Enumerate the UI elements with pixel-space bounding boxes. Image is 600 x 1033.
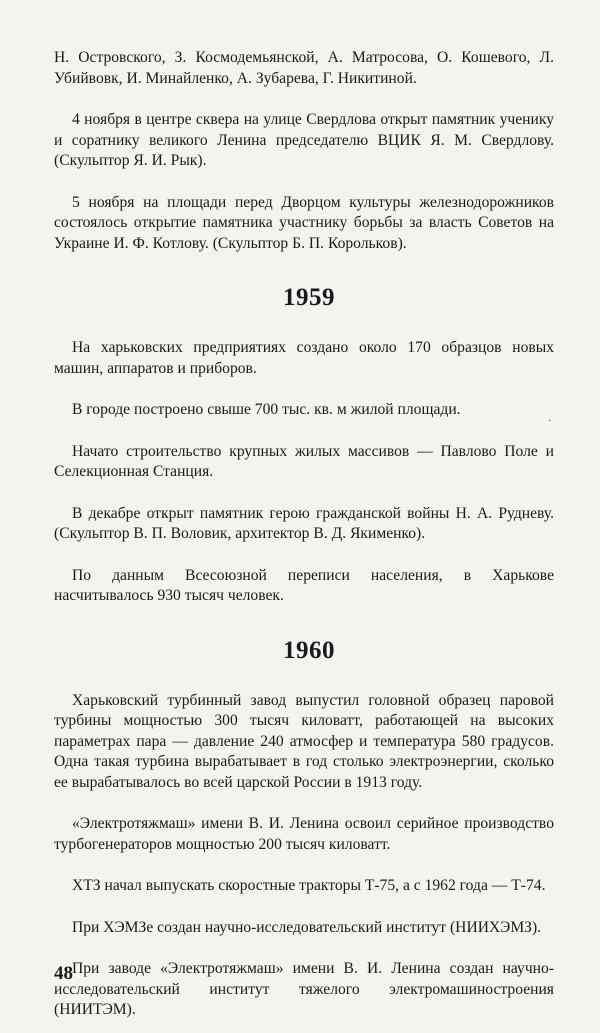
section-gap [54,665,554,691]
paragraph-1960-tractors: ХТЗ начал выпускать скоростные тракторы Т-75, а с 1962 года — Т-74. [72,877,546,894]
section-gap [54,607,554,637]
paragraph-gap [54,897,554,918]
paragraph-1959-census: По данным Всесоюзной переписи населения, в Харькове насчитывалось 930 тысяч человек. [54,566,554,604]
paragraph-gap [54,421,554,442]
page-body [54,48,554,1021]
year-heading-1959: 1959 [283,284,335,311]
paragraph-gap [54,172,554,193]
paragraph-gap [54,545,554,566]
paragraph-gap [54,379,554,400]
paragraph-1960-niihemz: При ХЭМЗе создан научно-исследовательский институт (НИИХЭМЗ). [72,918,542,936]
paragraph-1959-rudnev-monument: В декабре открыт памятник герою гражданской войны Н. А. Рудневу. (Скульптор В. П. Воловик, архитектор В. Д. Якименко). [54,504,554,542]
paragraph-gap [54,483,554,504]
paragraph-1959-districts: Начато строительство крупных жилых массивов — Павлово Поле и Селекционная Станция. [54,442,554,480]
paragraph-1960-turbogenerators: «Электротяжмаш» имени В. И. Ленина освоил серийное производство турбогенераторов мощностью 200 тысяч киловатт. [54,815,554,853]
paragraph-gap [54,793,554,814]
paragraph-1960-turbine: Харьковский турбинный завод выпустил головной образец паровой турбины мощностью 300 тысяч киловатт, работающей на высоких параметрах пара — давление 240 атмосфер и температура 580 градусов. Одна такая турбина вырабатывает в год столько электроэнергии, сколько ее вырабатывалось во всей царской России в 1913 году. [54,691,554,791]
paragraph-gap [54,938,554,959]
paragraph-1959-machines: На харьковских предприятиях создано около 170 образцов новых машин, аппаратов и приборов. [54,339,554,377]
margin-mark: · [548,416,552,427]
paragraph-1960-niitem: При заводе «Электротяжмаш» имени В. И. Ленина создан научно-исследовательский институт тяжелого электромашиностроения (НИИТЭМ). [54,960,554,1018]
paragraph-continuation: Н. Островского, З. Космодемьянской, А. Матросова, О. Кошевого, Л. Убийвовк, И. Минайленко, А. Зубарева, Г. Никитиной. [54,49,554,87]
paragraph-gap [54,855,554,876]
section-gap [54,312,554,338]
section-gap [54,254,554,284]
year-heading-1960: 1960 [283,636,335,664]
paragraph-gap [54,89,554,110]
paragraph-kotlov-monument: 5 ноября на площади перед Дворцом культуры железнодорожников состоялось открытие памятника участнику борьбы за власть Советов на Украине И. Ф. Котлову. (Скульптор Б. П. Корольков). [54,193,554,252]
page-number: 48 [54,963,73,984]
paragraph-sverdlov-monument: 4 ноября в центре сквера на улице Свердлова открыт памятник ученику и соратнику великого Ленина председателю ВЦИК Я. М. Свердлову. (Скульптор Я. И. Рык). [54,111,554,169]
paragraph-1959-housing: В городе построено свыше 700 тыс. кв. м жилой площади. [72,401,461,418]
